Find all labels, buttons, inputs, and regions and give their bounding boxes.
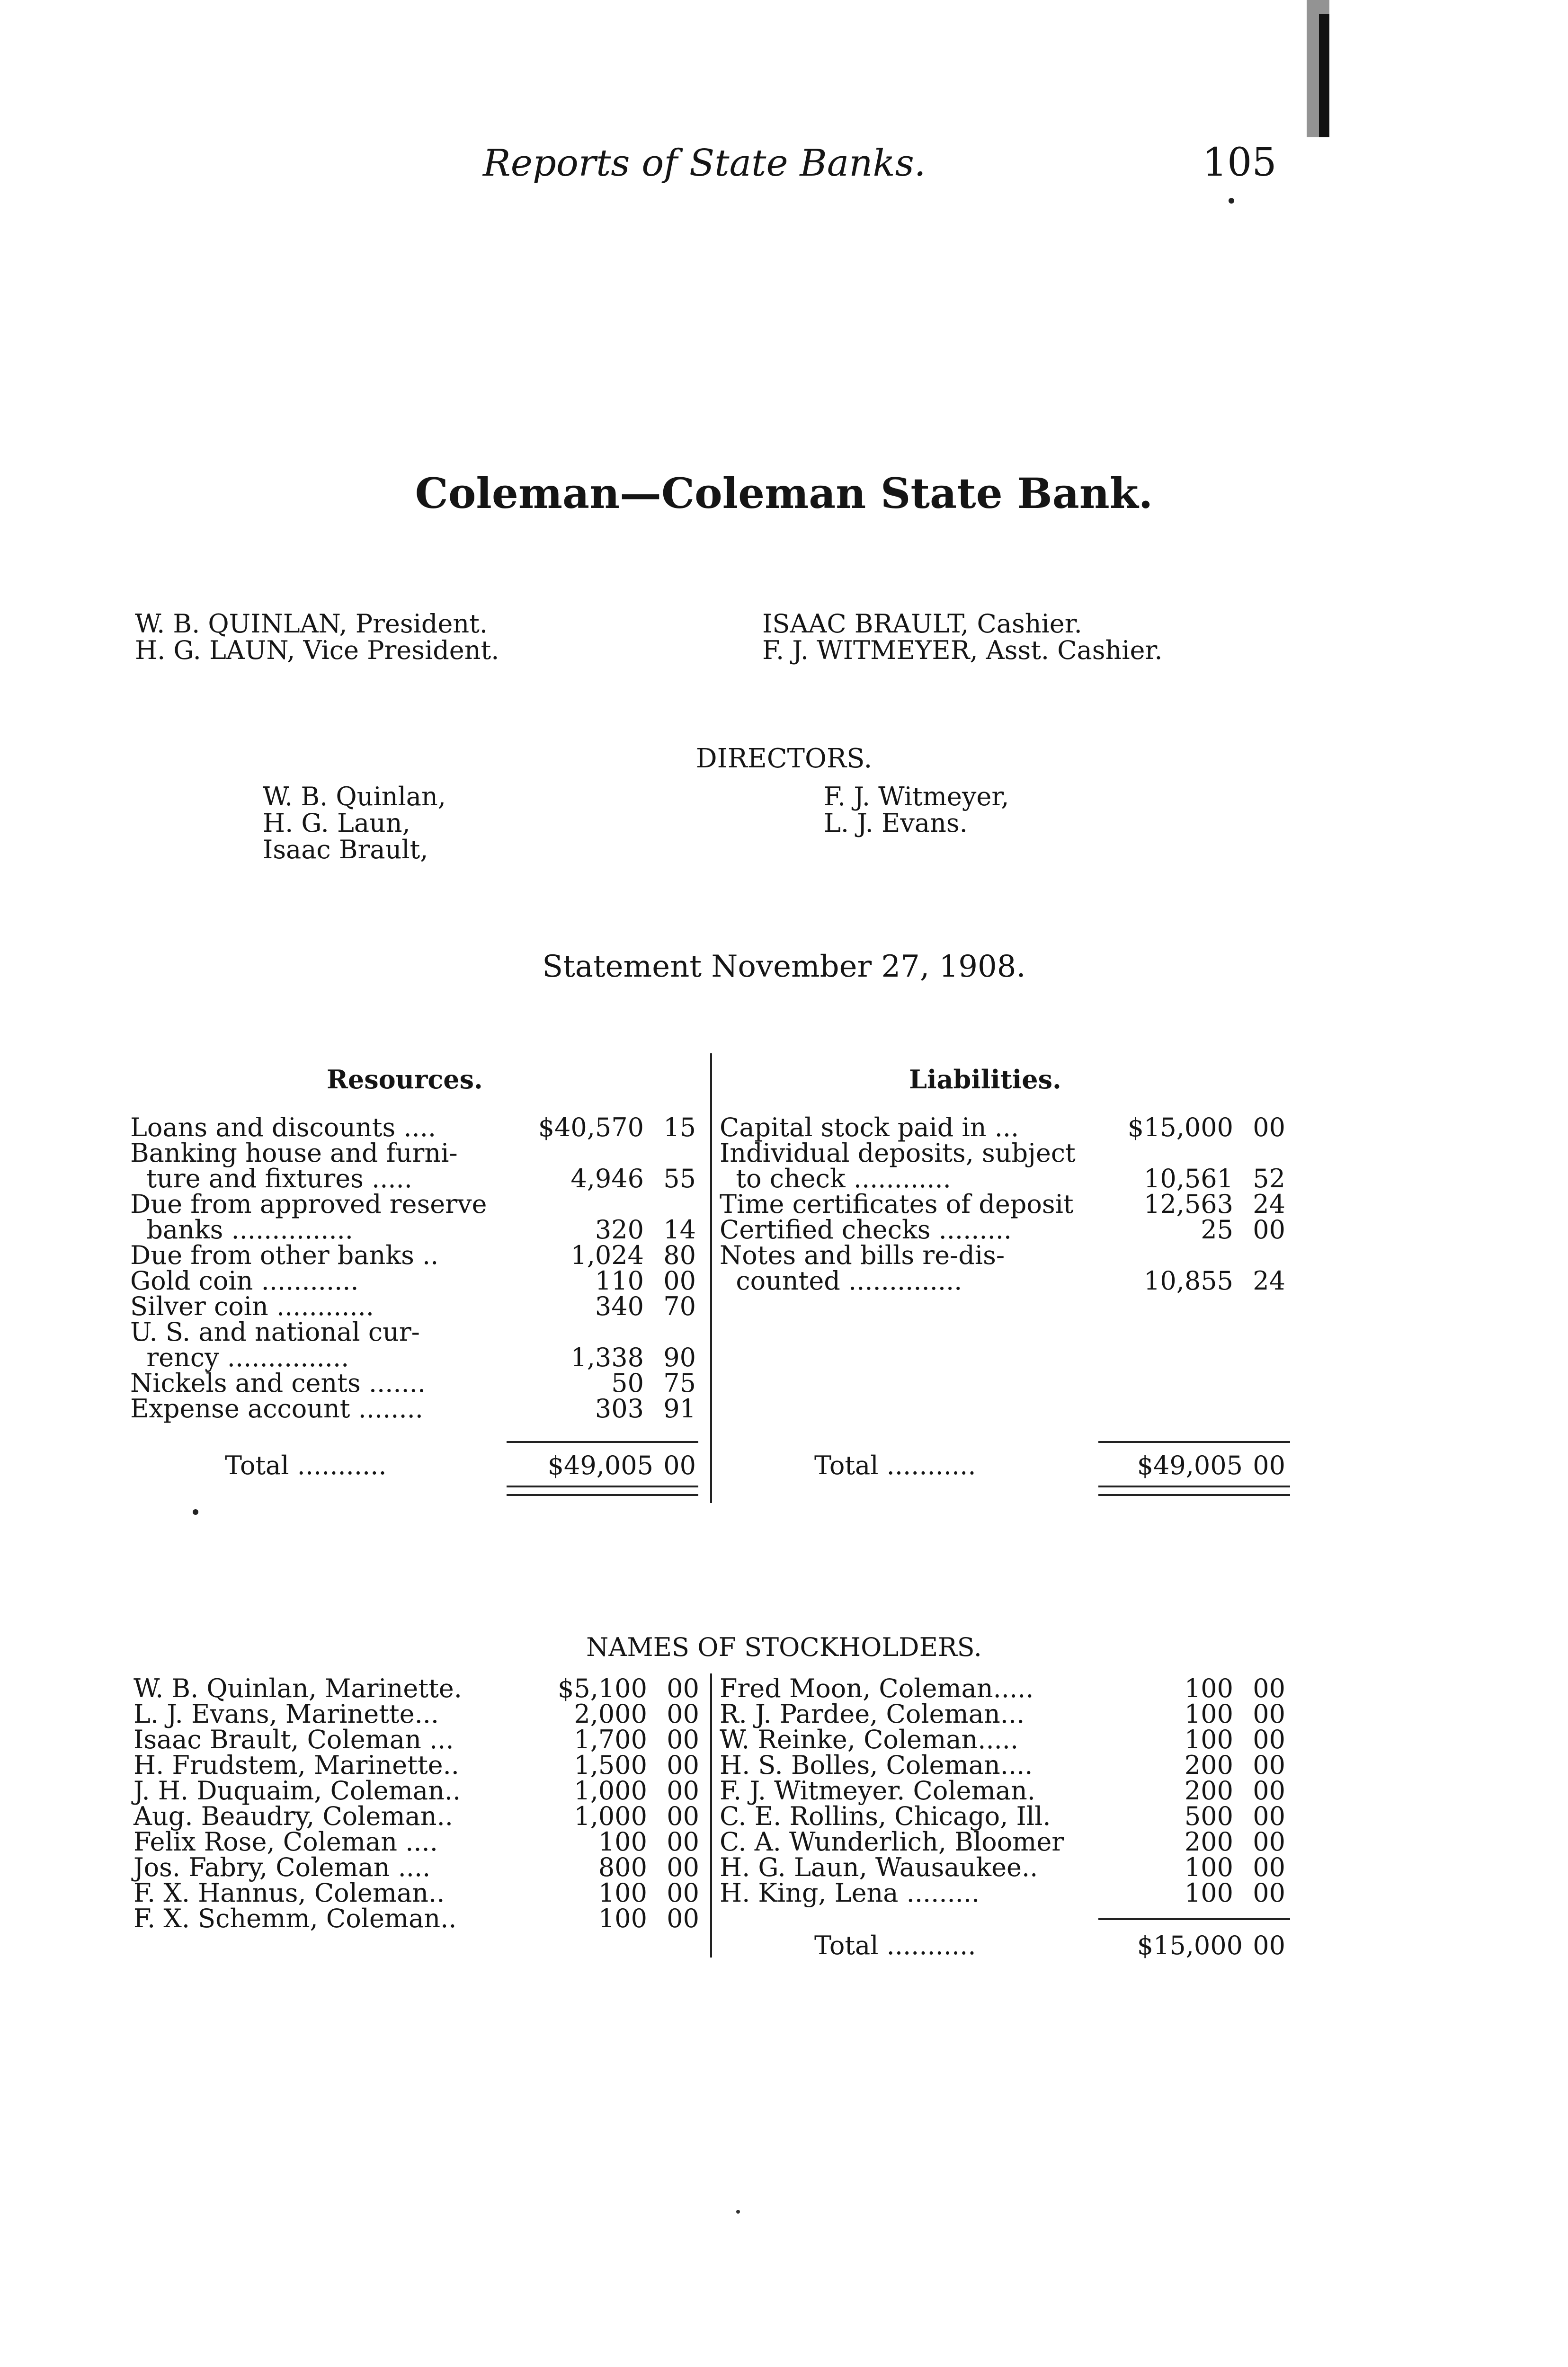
resource-row-cents: 70	[663, 1291, 696, 1321]
resource-row-label: ture and fixtures .....	[130, 1164, 412, 1193]
liability-row	[720, 1217, 1288, 1243]
running-title: Reports of State Banks.	[483, 142, 926, 185]
officer-vice-president: H. G. LAUN, Vice President.	[135, 635, 499, 665]
stockholder-row-cents: 00	[667, 1827, 699, 1857]
stockholder-row-label: W. B. Quinlan, Marinette.	[134, 1673, 462, 1703]
stockholder-row-dollars: 100	[1184, 1852, 1233, 1882]
stockholder-row-cents: 00	[1253, 1827, 1285, 1857]
stockholder-row	[134, 1778, 702, 1804]
stockholder-row	[134, 1801, 702, 1831]
page-number: 105	[1203, 140, 1277, 185]
stockholder-row-dollars: 200	[1184, 1776, 1233, 1806]
resources-total-label: Total ...........	[225, 1450, 387, 1480]
resource-row-cents: 90	[663, 1343, 696, 1372]
stockholder-row-dollars: 1,000	[574, 1801, 647, 1831]
resource-row	[130, 1370, 698, 1396]
resource-row-label: Loans and discounts ....	[130, 1112, 437, 1142]
liability-row-label: to check ............	[720, 1164, 951, 1193]
resource-row	[130, 1345, 698, 1370]
liabilities-total-rule	[1098, 1441, 1290, 1443]
resource-row-label: Due from other banks ..	[130, 1240, 439, 1270]
stockholder-row-label: H. Frudstem, Marinette..	[134, 1750, 459, 1780]
stockholder-row-cents: 00	[1253, 1776, 1285, 1806]
director-name: L. J. Evans.	[824, 808, 968, 838]
stockholder-row	[720, 1829, 1288, 1855]
resource-row-cents: 00	[663, 1266, 696, 1296]
stockholder-row-dollars: 100	[1184, 1673, 1233, 1703]
liability-row	[720, 1189, 1288, 1219]
resource-row	[130, 1166, 698, 1192]
resource-row-label: Expense account ........	[130, 1394, 423, 1424]
stockholder-row-cents: 00	[1253, 1801, 1285, 1831]
stockholder-row-cents: 00	[1253, 1750, 1285, 1780]
stockholder-row	[134, 1829, 702, 1855]
liability-row-cents: 52	[1253, 1164, 1285, 1193]
stockholder-row-label: J. H. Duquaim, Coleman..	[134, 1776, 461, 1806]
resource-row-cents: 80	[663, 1240, 696, 1270]
resources-total-dollars: $49,005	[547, 1450, 653, 1480]
liabilities-heading: Liabilities.	[909, 1064, 1061, 1095]
liabilities-table	[720, 1112, 1288, 1494]
stockholder-row-dollars: 2,000	[574, 1699, 647, 1729]
director-name: W. B. Quinlan,	[263, 782, 446, 811]
liability-row-label: Notes and bills re-dis-	[720, 1240, 1005, 1270]
stockholder-row-dollars: 1,000	[574, 1776, 647, 1806]
stockholder-row-label: H. S. Bolles, Coleman....	[720, 1750, 1033, 1780]
stockholders-heading: NAMES OF STOCKHOLDERS.	[586, 1632, 982, 1662]
stockholder-row-dollars: $5,100	[558, 1673, 647, 1703]
liability-row-cents: 00	[1253, 1112, 1285, 1142]
stockholder-row-dollars: 500	[1184, 1801, 1233, 1831]
resource-row-dollars: 50	[611, 1368, 644, 1398]
resource-row-label: banks ...............	[130, 1215, 353, 1245]
resource-row-label: Silver coin ............	[130, 1291, 374, 1321]
stockholder-row	[720, 1701, 1288, 1727]
stockholder-row-dollars: 1,500	[574, 1750, 647, 1780]
stockholder-row-label: Isaac Brault, Coleman ...	[134, 1725, 454, 1754]
stockholder-row-label: L. J. Evans, Marinette...	[134, 1699, 439, 1729]
stockholder-row-label: R. J. Pardee, Coleman...	[720, 1699, 1025, 1729]
liabilities-total-cents: 00	[1253, 1450, 1285, 1480]
resource-row-label: rency ...............	[130, 1343, 349, 1372]
stockholder-row-cents: 00	[667, 1699, 699, 1729]
resource-row	[130, 1396, 698, 1422]
resource-row-cents: 75	[663, 1368, 696, 1398]
resources-total-rule	[507, 1441, 698, 1443]
stockholder-row-cents: 00	[667, 1878, 699, 1908]
liability-row-dollars: 10,855	[1144, 1266, 1233, 1296]
stockholder-row	[134, 1673, 702, 1703]
liability-row-dollars: $15,000	[1127, 1112, 1233, 1142]
liability-row-label: counted ..............	[720, 1266, 962, 1296]
stockholder-row-label: C. A. Wunderlich, Bloomer	[720, 1827, 1064, 1857]
resource-row-dollars: 110	[595, 1266, 644, 1296]
resource-row-label: U. S. and national cur-	[130, 1317, 420, 1347]
resource-row	[130, 1319, 698, 1345]
stockholder-row-dollars: 100	[1184, 1725, 1233, 1754]
resource-row-cents: 55	[663, 1164, 696, 1193]
stockholder-row-cents: 00	[667, 1673, 699, 1703]
resources-table	[130, 1112, 698, 1494]
liabilities-total-double-rule	[1098, 1486, 1290, 1496]
officer-president: W. B. QUINLAN, President.	[135, 609, 488, 639]
directors-heading: DIRECTORS.	[695, 743, 873, 774]
stockholder-row	[134, 1701, 702, 1727]
resource-row	[130, 1112, 698, 1142]
resource-row-dollars: 320	[595, 1215, 644, 1245]
stockholder-row-dollars: 100	[1184, 1878, 1233, 1908]
stockholder-row-cents: 00	[667, 1852, 699, 1882]
stockholder-row-label: W. Reinke, Coleman.....	[720, 1725, 1019, 1754]
stockholder-row-cents: 00	[667, 1801, 699, 1831]
resource-row-dollars: 303	[595, 1394, 644, 1424]
stockholder-row	[720, 1673, 1288, 1703]
stockholder-row-cents: 00	[667, 1750, 699, 1780]
resource-row	[130, 1140, 698, 1166]
liability-row-label: Capital stock paid in ...	[720, 1112, 1019, 1142]
bank-title: Coleman—Coleman State Bank.	[415, 469, 1153, 518]
stockholder-row	[134, 1880, 702, 1906]
resource-row	[130, 1217, 698, 1243]
stockholder-row-cents: 00	[1253, 1725, 1285, 1754]
resource-row-label: Banking house and furni-	[130, 1138, 458, 1168]
resource-row	[130, 1240, 698, 1270]
liability-row-cents: 24	[1253, 1189, 1285, 1219]
resource-row	[130, 1268, 698, 1294]
liability-row	[720, 1240, 1288, 1270]
stockholder-row-label: H. King, Lena .........	[720, 1878, 980, 1908]
stockholder-row-dollars: 100	[598, 1904, 647, 1933]
liability-row-label: Time certificates of deposit	[720, 1189, 1074, 1219]
resource-row-dollars: 4,946	[570, 1164, 644, 1193]
scan-artifact-mark	[1278, 0, 1331, 142]
resource-row	[130, 1291, 698, 1321]
scan-speck	[736, 2210, 740, 2214]
stockholders-right-list	[720, 1673, 1288, 1960]
stockholder-row-cents: 00	[667, 1904, 699, 1933]
liabilities-total-label: Total ...........	[814, 1450, 976, 1480]
stockholder-row-label: Aug. Beaudry, Coleman..	[134, 1801, 453, 1831]
stockholder-row-dollars: 1,700	[574, 1725, 647, 1754]
resources-total-cents: 00	[663, 1450, 696, 1480]
stockholder-row	[720, 1880, 1288, 1906]
resource-row-label: Nickels and cents .......	[130, 1368, 426, 1398]
stockholder-row	[720, 1778, 1288, 1804]
stockholder-row-label: F. X. Hannus, Coleman..	[134, 1878, 445, 1908]
liability-row	[720, 1140, 1288, 1166]
statement-title: Statement November 27, 1908.	[542, 949, 1026, 984]
stockholder-row	[134, 1852, 702, 1882]
stockholder-row-dollars: 100	[598, 1827, 647, 1857]
stockholders-total-rule	[1098, 1918, 1290, 1920]
officer-cashier: ISAAC BRAULT, Cashier.	[762, 609, 1082, 639]
resource-row-label: Gold coin ............	[130, 1266, 359, 1296]
liability-row-label: Certified checks .........	[720, 1215, 1012, 1245]
stockholder-row-cents: 00	[1253, 1699, 1285, 1729]
resource-row-dollars: 1,024	[570, 1240, 644, 1270]
stockholder-row-label: Jos. Fabry, Coleman ....	[134, 1852, 431, 1882]
stockholders-total-cents: 00	[1253, 1931, 1285, 1960]
stockholder-row-dollars: 200	[1184, 1827, 1233, 1857]
stockholder-row-cents: 00	[667, 1725, 699, 1754]
resources-total-double-rule	[507, 1486, 698, 1496]
stockholder-row-label: H. G. Laun, Wausaukee..	[720, 1852, 1038, 1882]
resource-row-dollars: 340	[595, 1291, 644, 1321]
resource-row-dollars: $40,570	[538, 1112, 644, 1142]
stockholders-total-dollars: $15,000	[1137, 1931, 1243, 1960]
liability-row-dollars: 25	[1201, 1215, 1233, 1245]
liability-row-cents: 24	[1253, 1266, 1285, 1296]
stockholder-row-dollars: 800	[598, 1852, 647, 1882]
stockholder-row-label: Felix Rose, Coleman ....	[134, 1827, 438, 1857]
stockholder-row	[134, 1906, 702, 1931]
stockholder-row	[134, 1750, 702, 1780]
stockholder-row-label: Fred Moon, Coleman.....	[720, 1673, 1034, 1703]
scan-speck	[1229, 198, 1234, 204]
stockholders-column-divider	[710, 1673, 712, 1958]
stockholder-row-cents: 00	[1253, 1852, 1285, 1882]
liability-row-dollars: 12,563	[1144, 1189, 1233, 1219]
stockholder-row	[720, 1852, 1288, 1882]
liability-row-label: Individual deposits, subject	[720, 1138, 1076, 1168]
resources-heading: Resources.	[327, 1064, 483, 1095]
liability-row-dollars: 10,561	[1144, 1164, 1233, 1193]
director-name: H. G. Laun,	[263, 808, 410, 838]
resource-row-cents: 91	[663, 1394, 696, 1424]
officer-asst-cashier: F. J. WITMEYER, Asst. Cashier.	[762, 635, 1163, 665]
resource-row-label: Due from approved reserve	[130, 1189, 487, 1219]
liabilities-total-dollars: $49,005	[1137, 1450, 1243, 1480]
stockholder-row-dollars: 100	[1184, 1699, 1233, 1729]
stockholder-row	[720, 1801, 1288, 1831]
liability-row	[720, 1268, 1288, 1294]
stockholder-row-cents: 00	[1253, 1673, 1285, 1703]
stockholders-left-list	[134, 1673, 702, 1960]
scan-speck	[193, 1509, 198, 1515]
resource-row	[130, 1189, 698, 1219]
resource-row-dollars: 1,338	[570, 1343, 644, 1372]
stockholder-row-label: F. J. Witmeyer. Coleman.	[720, 1776, 1035, 1806]
liability-row	[720, 1112, 1288, 1142]
resource-row-cents: 15	[663, 1112, 696, 1142]
statement-column-divider	[710, 1053, 712, 1503]
stockholder-row	[134, 1727, 702, 1753]
stockholder-row-cents: 00	[667, 1776, 699, 1806]
liability-row	[720, 1166, 1288, 1192]
stockholder-row-label: C. E. Rollins, Chicago, Ill.	[720, 1801, 1051, 1831]
stockholders-total-label: Total ...........	[814, 1931, 976, 1960]
liability-row-cents: 00	[1253, 1215, 1285, 1245]
stockholder-row-label: F. X. Schemm, Coleman..	[134, 1904, 457, 1933]
stockholder-row-cents: 00	[1253, 1878, 1285, 1908]
director-name: Isaac Brault,	[263, 835, 428, 864]
stockholder-row-dollars: 100	[598, 1878, 647, 1908]
resource-row-cents: 14	[663, 1215, 696, 1245]
stockholder-row	[720, 1750, 1288, 1780]
stockholder-row	[720, 1727, 1288, 1753]
director-name: F. J. Witmeyer,	[824, 782, 1009, 811]
stockholder-row-dollars: 200	[1184, 1750, 1233, 1780]
